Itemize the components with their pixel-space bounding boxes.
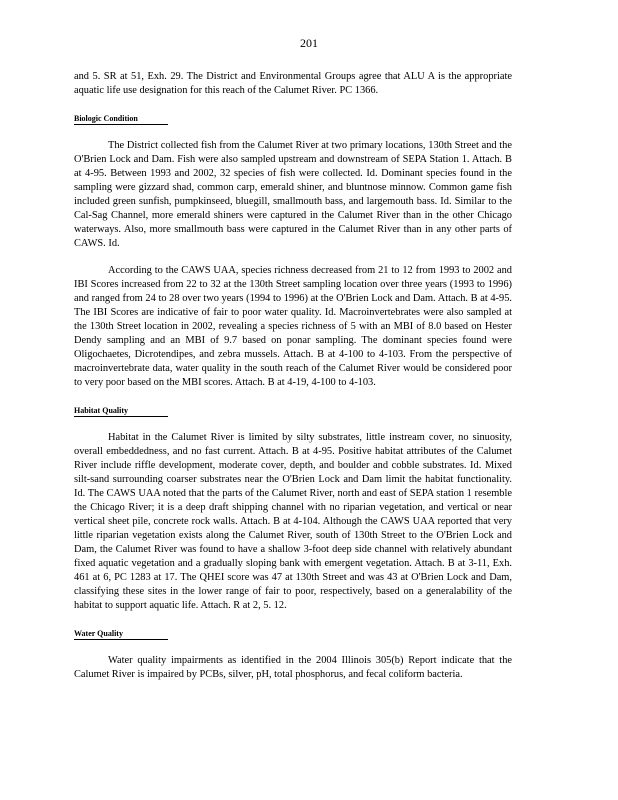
intro-paragraph: and 5. SR at 51, Exh. 29. The District and Environmental Groups agree that ALU A is the appropriate aquatic life use designation for this reach of the Calumet River. PC 1366. <box>74 71 512 96</box>
paragraph-biologic-1: The District collected fish from the Calumet River at two primary locations, 130th Street and the O'Brien Lock and Dam. Fish were also sampled upstream and downstream of SEPA Station 1. Attach. B at 4-95. Between 1993 and 2002, 32 species of fish were collected. Id. Dominant species found in the sampling were gizzard shad, common carp, emerald shiner, and bluntnose minnow. Common game fish included green sunfish, pumpkinseed, bluegill, smallmouth bass, and largemouth bass. Id. Similar to the Cal-Sag Channel, more emerald shiners were captured in the Calumet River than in the other Chicago waterways. Also, more smallmouth bass were captured in the Calumet River than in any other parts of CAWS. Id. <box>74 140 512 249</box>
page-number: 201 <box>300 36 318 50</box>
document-body <box>74 70 512 682</box>
section-heading-biologic-condition: Biologic Condition <box>74 114 168 125</box>
paragraph-habitat-1: Habitat in the Calumet River is limited by silty substrates, little instream cover, no sinuosity, overall embeddedness, and no fast current. Attach. B at 4-95. Positive habitat attributes of the Calumet River include riffle development, moderate cover, depth, and boulder and cobble substrates. Id. Mixed silt-sand surrounding coarser substrates near the O'Brien Lock and Dam limit the habitat functionality. Id. The CAWS UAA noted that the parts of the Calumet River, north and east of SEPA station 1 resemble the Chicago River; it is a deep draft shipping channel with no riparian vegetation, and vertical or near vertical sheet pile, concrete rock walls. Attach. B at 4-104. Although the CAWS UAA reported that very little riparian vegetation exists along the Calumet River, south of 130th Street to the O'Brien Lock and Dam, the Calumet River was found to have a shallow 3-foot deep side channel with relatively abundant fixed aquatic vegetation and a gradually sloping bank with emergent vegetation. Attach. B at 3-11, Exh. 461 at 6, PC 1283 at 17. The QHEI score was 47 at 130th Street and was 43 at O'Brien Lock and Dam, classifying these sites in the lower range of fair to poor, respectively, based on a generalability of the habitat to support aquatic life. Attach. R at 2, 5. 12. <box>74 432 512 611</box>
section-heading-water-quality: Water Quality <box>74 629 168 640</box>
paragraph-biologic-2: According to the CAWS UAA, species richness decreased from 21 to 12 from 1993 to 2002 and IBI Scores increased from 22 to 32 at the 130th Street sampling location over three years (1993 to 1996) and ranged from 24 to 28 over two years (1994 to 1996) at the O'Brien Lock and Dam. Attach. B at 4-95. The IBI Scores are indicative of fair to poor water quality. Id. Macroinvertebrates were also sampled at the 130th Street location in 2002, revealing a species richness of 5 with an MBI of 8.0 based on Hester Dendy sampling and an MBI of 9.7 based on ponar sampling. The dominant species found were Oligochaetes, Dicrotendipes, and zebra mussels. Attach. B at 4-100 to 4-103. From the perspective of macroinvertebrate data, water quality in the south reach of the Calumet River would be considered poor to very poor based on the MBI scores. Attach. B at 4-19, 4-100 to 4-103. <box>74 265 512 388</box>
paragraph-water-1: Water quality impairments as identified in the 2004 Illinois 305(b) Report indicate that the Calumet River is impaired by PCBs, silver, pH, total phosphorus, and fecal coliform bacteria. <box>74 655 512 680</box>
section-heading-habitat-quality: Habitat Quality <box>74 406 168 417</box>
